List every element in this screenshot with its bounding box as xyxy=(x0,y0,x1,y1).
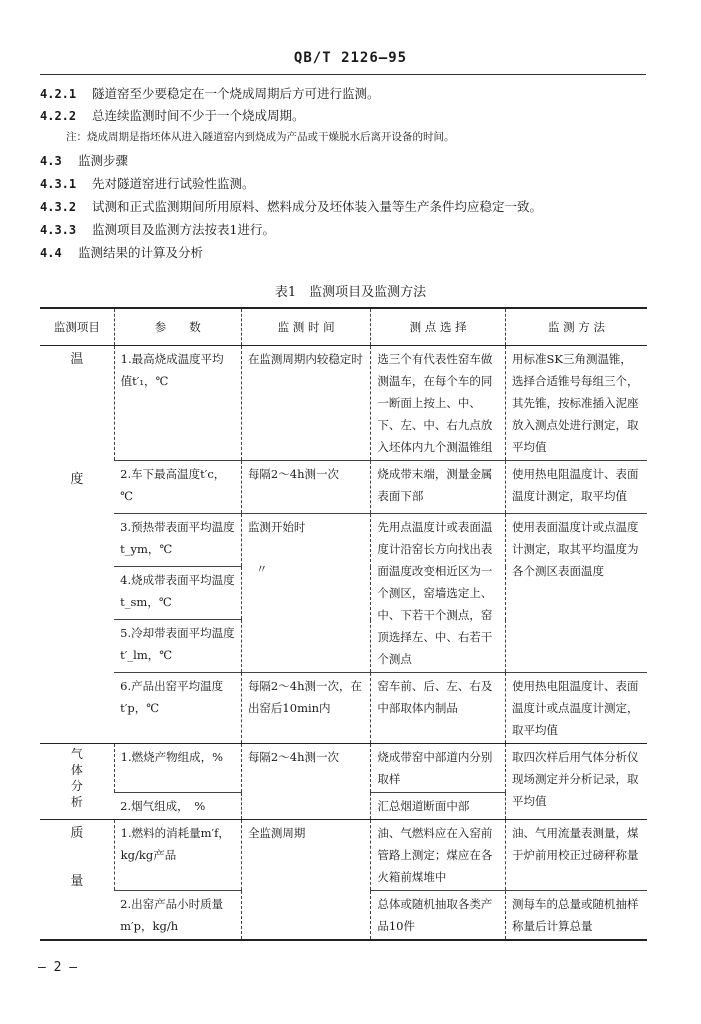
table-row xyxy=(40,461,647,514)
param-cell: 3.预热带表面平均温度t_ym，℃ xyxy=(114,514,241,567)
page-number: — 2 — xyxy=(38,960,78,975)
time-text: 监测开始时 xyxy=(247,520,306,534)
points-cell: 油、气燃料应在入窑前管路上测定；煤应在各火箱前煤堆中 xyxy=(371,820,506,891)
group-label-mass: 质 量 xyxy=(40,820,114,941)
section-text: 监测项目及监测方法按表1进行。 xyxy=(92,222,275,237)
table-row xyxy=(40,673,647,744)
section-4-3-2 xyxy=(40,199,542,215)
param-cell: 6.产品出窑平均温度t′p，℃ xyxy=(114,673,241,744)
section-text: 试测和正式监测期间所用原料、燃料成分及坯体装入量等生产条件均应稳定一致。 xyxy=(92,199,543,214)
section-4-3-1 xyxy=(40,176,255,192)
points-cell: 总体或随机抽取各类产品10件 xyxy=(371,891,506,941)
method-cell: 使用表面温度计或点温度计测定，取其平均温度为各个测区表面温度 xyxy=(505,514,647,673)
time-cell: 每隔2～4h测一次 xyxy=(241,744,370,820)
time-cell: 全监测周期 xyxy=(241,820,370,941)
section-number: 4.2.2 xyxy=(40,109,77,123)
param-cell: 1.燃料的消耗量m′f，kg/kg产品 xyxy=(114,820,241,891)
section-text: 监测步骤 xyxy=(78,153,129,168)
points-cell: 先用点温度计或表面温度计沿窑长方向找出表面温度改变相近区为一个测区，窑墙选定上、中、下若干个测点，窑顶选择左、中、右若干个测点 xyxy=(371,514,506,673)
method-cell: 油、气用流量表测量，煤于炉前用校正过磅秤称量 xyxy=(505,820,647,891)
column-header: 参 数 xyxy=(114,308,241,346)
column-header: 监 测 方 法 xyxy=(505,308,647,346)
param-cell: 5.冷却带表面平均温度t′_lm，℃ xyxy=(114,620,241,673)
group-label-gas-analysis: 气 体 分 析 xyxy=(40,744,114,820)
section-text: 隧道窑至少要稳定在一个烧成周期后方可进行监测。 xyxy=(92,86,380,101)
points-cell: 烧成带末端，测量金属表面下部 xyxy=(371,461,506,514)
section-4-2-2 xyxy=(40,108,305,124)
method-cell: 使用热电阻温度计、表面温度计测定，取平均值 xyxy=(505,461,647,514)
section-4-4 xyxy=(40,245,203,261)
section-number: 4.3.1 xyxy=(40,177,77,191)
time-cell xyxy=(241,514,370,673)
section-4-3 xyxy=(40,153,128,169)
section-number: 4.3.3 xyxy=(40,223,77,237)
param-cell: 1.最高烧成温度平均值t′₁，℃ xyxy=(114,346,241,461)
monitoring-table xyxy=(40,307,647,941)
section-number: 4.3 xyxy=(40,154,62,168)
time-cell: 在监测周期内较稳定时 xyxy=(241,346,370,461)
param-cell: 2.烟气组成， % xyxy=(114,793,241,820)
section-number: 4.4 xyxy=(40,246,62,260)
method-cell: 用标准SK三角测温锥，选择合适锥号每组三个，其先锥，按标准插入泥座放入测点处进行测定，取平均值 xyxy=(505,346,647,461)
column-header: 监测项目 xyxy=(40,308,114,346)
param-cell: 2.出窑产品小时质量m′p，kg/h xyxy=(114,891,241,941)
section-text: 总连续监测时间不少于一个烧成周期。 xyxy=(92,108,305,123)
section-text: 先对隧道窑进行试验性监测。 xyxy=(92,176,255,191)
column-header: 监 测 时 间 xyxy=(241,308,370,346)
points-cell: 窑车前、后、左、右及中部取体内制品 xyxy=(371,673,506,744)
points-cell: 烧成带窑中部道内分别取样 xyxy=(371,744,506,793)
time-cell: 每隔2～4h测一次，在出窑后10min内 xyxy=(241,673,370,744)
table-row xyxy=(40,820,647,891)
ditto-mark: 〃 xyxy=(255,562,268,576)
method-cell: 使用热电阻温度计、表面温度计或点温度计测定，取平均值 xyxy=(505,673,647,744)
column-header: 测 点 选 择 xyxy=(371,308,506,346)
header-rule xyxy=(40,74,646,75)
method-cell: 取四次样后用气体分析仪现场测定并分析记录，取平均值 xyxy=(505,744,647,820)
method-cell: 测每车的总量或随机抽样称量后计算总量 xyxy=(505,891,647,941)
section-text: 监测结果的计算及分析 xyxy=(78,245,204,260)
table-header-row xyxy=(40,308,647,346)
group-label-temperature: 温 度 xyxy=(40,346,114,744)
param-cell: 2.车下最高温度t′c，℃ xyxy=(114,461,241,514)
standard-code-header: QB/T 2126—95 xyxy=(293,50,408,66)
table-row xyxy=(40,346,647,461)
section-4-3-3 xyxy=(40,222,275,238)
section-number: 4.3.2 xyxy=(40,200,77,214)
param-cell: 4.烧成带表面平均温度t_sm，℃ xyxy=(114,567,241,620)
points-cell: 选三个有代表性窑车做测温车，在每个车的同一断面上按上、中、下、左、中、右九点放入坯体内九个测温锥组 xyxy=(371,346,506,461)
points-cell: 汇总烟道断面中部 xyxy=(371,793,506,820)
table-row xyxy=(40,744,647,793)
time-cell: 每隔2～4h测一次 xyxy=(241,461,370,514)
section-4-2-1 xyxy=(40,86,380,102)
section-number: 4.2.1 xyxy=(40,87,77,101)
note-text: 注：烧成周期是指坯体从进入隧道窑内到烧成为产品或干燥脱水后离开设备的时间。 xyxy=(66,131,455,143)
table-caption: 表1 监测项目及监测方法 xyxy=(274,285,427,300)
param-cell: 1.燃烧产物组成，% xyxy=(114,744,241,793)
table-row xyxy=(40,514,647,567)
note xyxy=(66,129,455,145)
